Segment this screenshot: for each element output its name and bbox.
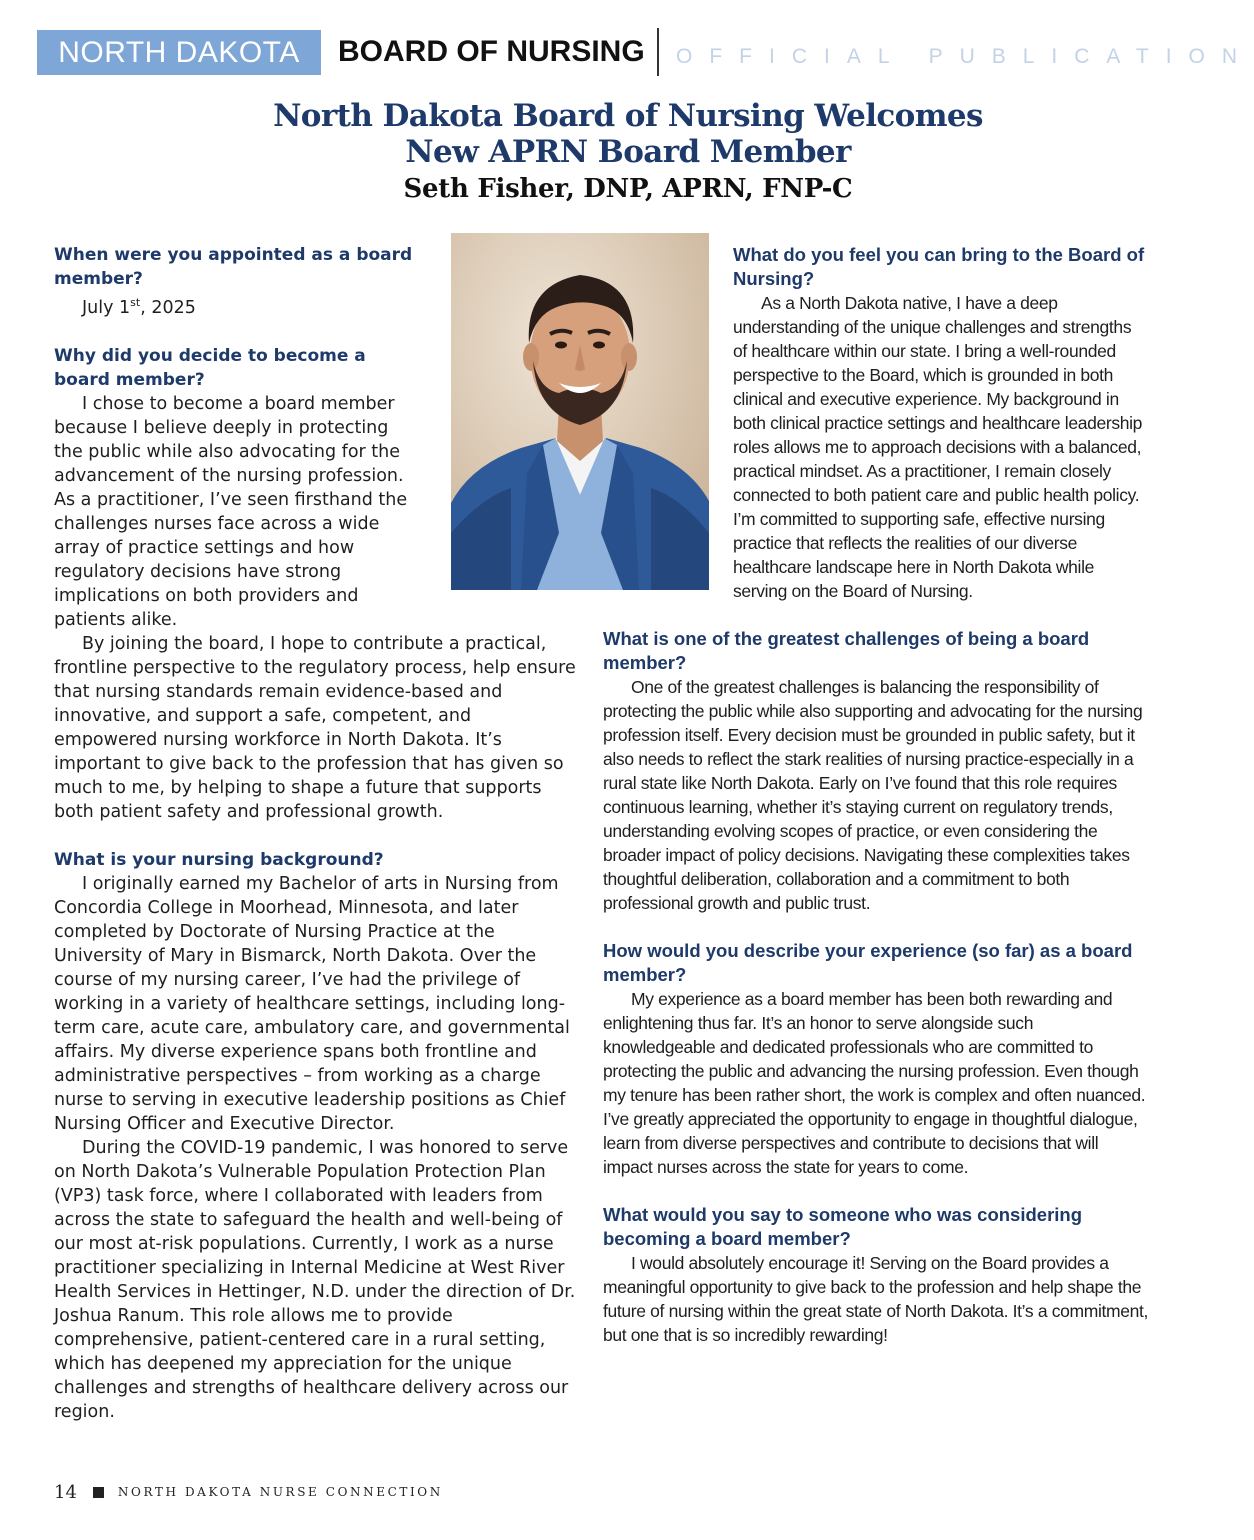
page-number: 14 <box>54 1481 77 1503</box>
question-greatest-challenge: What is one of the greatest challenges of being a board member? <box>603 628 1090 673</box>
title-line-1: North Dakota Board of Nursing Welcomes <box>273 98 983 134</box>
masthead-board: BOARD OF NURSING <box>338 35 645 68</box>
answer-greatest-challenge: One of the greatest challenges is balancing the responsibility of protecting the public while also supporting and advocating for the nursing profession itself. Every decision must be grounded in public safety, but it also needs to reflect the stark realities of nursing practice-especially in a rural state like North Dakota. Early on I’ve found that this role requires continuous learning, whether it’s staying current on regulatory trends, understanding evolving scopes of practice, or even considering the broader impact of policy decisions. Navigating these complexities takes thoughtful deliberation, collaboration and a commitment to both professional growth and public trust. <box>603 677 1143 913</box>
answer-nursing-background-1: I originally earned my Bachelor of arts in Nursing from Concordia College in Moorhead, Minnesota, and later completed by Doctorate of Nursing Practice at the University of Mary in Bismarck, North Dakota. Over the course of my nursing career, I’ve had the privilege of working in a variety of healthcare settings, including long-term care, acute care, ambulatory care, and governmental affairs. My diverse experience spans both frontline and administrative perspectives – from working as a charge nurse to serving in executive leadership positions as Chief Nursing Officer and Executive Director. <box>54 873 570 1134</box>
masthead-state: NORTH DAKOTA <box>37 30 321 75</box>
answer-bring-to-board: As a North Dakota native, I have a deep understanding of the unique challenges and strengths of healthcare within our state. I bring a well-rounded perspective to the Board, which is grounded in both clinical and executive experience. My background in both clinical practice settings and healthcare leadership roles allows me to approach decisions with a balanced, practical mindset. As a practitioner, I remain closely connected to both patient care and public health policy. I’m committed to supporting safe, effective nursing practice that reflects the realities of our diverse healthcare landscape here in North Dakota while serving on the Board of Nursing. <box>733 293 1143 601</box>
question-experience: How would you describe your experience (so far) as a board member? <box>603 940 1133 985</box>
article-headline <box>200 98 1056 206</box>
appointed-year: , 2025 <box>140 297 196 318</box>
answer-why-board-1: I chose to become a board member because I believe deeply in protecting the public while also advocating for the advancement of the nursing profession. As a practitioner, I’ve seen firsthand the challenges nurses face across a wide array of practice settings and how regulatory decisions have strong implications on both providers and patients alike. <box>54 393 408 630</box>
question-appointed: When were you appointed as a board member? <box>54 245 413 289</box>
left-column <box>54 243 579 1424</box>
photo-wrap-spacer <box>603 243 733 598</box>
masthead-divider <box>657 28 659 76</box>
answer-appointed <box>54 291 414 320</box>
question-why-board: Why did you decide to become a board member? <box>54 345 366 390</box>
question-nursing-background: What is your nursing background? <box>54 849 384 870</box>
masthead-tagline: OFFICIAL PUBLICATION <box>676 45 1254 68</box>
question-advice: What would you say to someone who was considering becoming a board member? <box>603 1204 1083 1249</box>
right-column <box>603 243 1148 1483</box>
footer-square-icon <box>93 1487 104 1498</box>
answer-why-board-2: By joining the board, I hope to contribute a practical, frontline perspective to the regulatory process, help ensure that nursing standards remain evidence-based and innovative, and support a safe, competent, and empowered nursing workforce in North Dakota. It’s important to give back to the profession that has given so much to me, by helping to shape a future that supports both patient safety and professional growth. <box>54 633 576 822</box>
answer-nursing-background-2: During the COVID-19 pandemic, I was honored to serve on North Dakota’s Vulnerable Population Protection Plan (VP3) task force, where I collaborated with leaders from across the state to safeguard the health and well-being of our most at-risk populations. Currently, I work as a nurse practitioner specializing in Internal Medicine at West River Health Services in Hettinger, N.D. under the direction of Dr. Joshua Ranum. This role allows me to provide comprehensive, patient-centered care in a rural setting, which has deepened my appreciation for the unique challenges and strengths of healthcare delivery across our region. <box>54 1137 576 1422</box>
page-footer <box>54 1480 443 1504</box>
answer-experience: My experience as a board member has been both rewarding and enlightening thus far. It’s an honor to serve alongside such knowledgeable and dedicated professionals who are committed to protecting the public and advancing the nursing profession. Even though my tenure has been rather short, the work is complex and often nuanced. I’ve greatly appreciated the opportunity to engage in thoughtful dialogue, learn from diverse perspectives and contribute to decisions that will impact nurses across the state for years to come. <box>603 989 1146 1177</box>
appointed-date-suffix: st <box>130 296 141 309</box>
answer-advice: I would absolutely encourage it! Serving on the Board provides a meaningful opportunity to give back to the profession and help shape the future of nursing within the great state of North Dakota. It’s a commitment, but one that is so incredibly rewarding! <box>603 1253 1149 1345</box>
title-line-2: New APRN Board Member <box>405 134 851 170</box>
magazine-name: NORTH DAKOTA NURSE CONNECTION <box>117 1485 443 1499</box>
article-subtitle: Seth Fisher, DNP, APRN, FNP-C <box>403 174 853 204</box>
question-bring-to-board: What do you feel you can bring to the Board of Nursing? <box>733 244 1145 289</box>
appointed-date: July 1 <box>82 297 131 318</box>
